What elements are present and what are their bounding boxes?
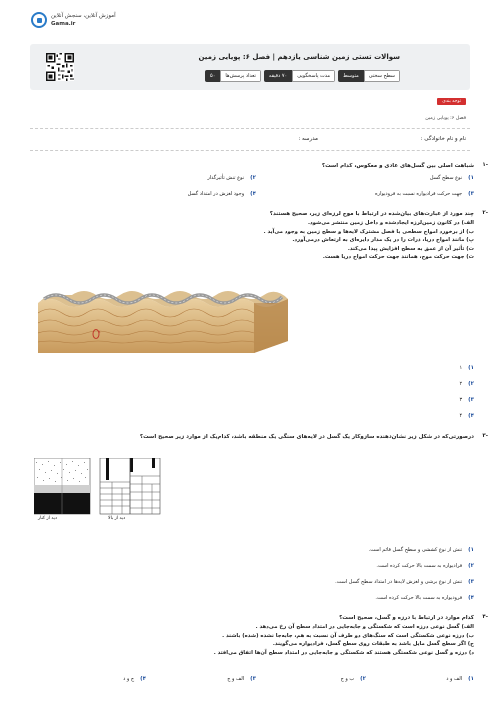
option-text: فرادیواره به سمت بالا حرکت کرده است. xyxy=(376,563,463,569)
student-name-label: نام و نام خانوادگی : xyxy=(420,136,466,142)
chip-label: سطح سختی xyxy=(364,70,400,82)
option-text: ج و د xyxy=(123,676,135,682)
question-text: شباهت اصلی بین گسل‌های عادی و معکوس، کدام است؟ xyxy=(321,163,474,169)
chip-question-count xyxy=(205,70,261,82)
chip-label: مدت پاسخگویی xyxy=(292,70,335,82)
gama-logo-icon xyxy=(31,12,47,28)
chip-value: ۷۰ دقیقه xyxy=(264,70,292,82)
option-number: ۲) xyxy=(468,381,474,387)
option-text: تنش از نوع کششی و سطح گسل قائم است. xyxy=(368,547,463,553)
chip-value: ۵۰ xyxy=(205,70,220,82)
divider xyxy=(30,128,470,129)
option-text: ۱ xyxy=(459,365,463,371)
option-text: جهت حرکت فرادیواره نسبت به فرودیواره xyxy=(375,191,463,197)
option-number: ۳) xyxy=(468,397,474,403)
question-number: -۴ xyxy=(482,614,488,620)
question-number: -۲ xyxy=(482,210,488,216)
option[interactable] xyxy=(123,676,146,682)
statement: ب) از برخورد امواج سطحی با فصل مشترک لایه‌ها و سطح زمین به وجود می‌آید . xyxy=(263,228,474,235)
statement: د) درزه و گسل نوعی شکستگی هستند که شکستگی و جابه‌جایی در امتداد سطح آن‌ها اتفاق می‌افتد . xyxy=(213,649,474,656)
option-number: ۴) xyxy=(468,413,474,419)
option-text: نوع تنش تأثیرگذار xyxy=(207,175,245,181)
question-number: -۱ xyxy=(482,162,488,168)
option[interactable] xyxy=(430,175,474,181)
brand-site: Gama.ir xyxy=(51,21,76,27)
option-text: ب و ج xyxy=(340,676,355,682)
option[interactable] xyxy=(375,191,474,197)
option[interactable] xyxy=(375,595,474,601)
option-text: ۴ xyxy=(459,413,463,419)
question-text: چند مورد از عبارت‌های بیان‌شده در ارتباط با موج لرزه‌ای زیر، صحیح هستند؟ xyxy=(269,211,474,217)
option-number: ۳) xyxy=(250,676,256,682)
statement: ب) درزه نوعی شکستگی است که سنگ‌های دو طرف آن نسبت به هم، جابه‌جا نشده (شده) باشند . xyxy=(222,632,474,639)
option[interactable] xyxy=(459,381,474,387)
statement: ت) تأثیر آن از عمق به سطح افزایش پیدا می‌کند. xyxy=(347,245,474,252)
header-box xyxy=(30,44,470,90)
question-text: درصورتی‌که در شکل زیر نشان‌دهنده سازوکار یک گسل در لایه‌های سنگی یک منطقه باشد، کدام‌یک از موارد زیر صحیح است؟ xyxy=(139,434,474,440)
option-number: ۴) xyxy=(468,595,474,601)
option-text: الف و د xyxy=(446,676,463,682)
chip-value: متوسط xyxy=(338,70,364,82)
notice-tag: توجه بندی xyxy=(437,98,466,105)
option[interactable] xyxy=(227,676,256,682)
option[interactable] xyxy=(188,191,256,197)
option[interactable] xyxy=(446,676,474,682)
qr-code-icon xyxy=(46,53,74,81)
question-3 xyxy=(24,433,488,442)
caption-side-view: دید از کنار xyxy=(38,516,57,521)
chip-difficulty xyxy=(338,70,400,82)
caption-top-view: دید از بالا xyxy=(108,516,126,521)
school-label: مدرسه : xyxy=(298,136,318,142)
option-number: ۱) xyxy=(468,175,474,181)
option[interactable] xyxy=(459,397,474,403)
brand-name: آموزش آنلاین، سنجش آنلاین xyxy=(51,13,116,19)
info-chips xyxy=(205,70,400,82)
statement: الف) در کانون زمین‌لرزه ایجادشده و داخل زمین منتشر می‌شود. xyxy=(307,220,474,226)
brand xyxy=(31,12,116,28)
option-number: ۳) xyxy=(468,191,474,197)
option[interactable] xyxy=(376,563,474,569)
option-text: تنش از نوع برشی و لغزش لایه‌ها در امتداد سطح گسل است. xyxy=(335,579,463,585)
option-number: ۲) xyxy=(360,676,366,682)
option-text: الف و ج xyxy=(227,676,245,682)
statement: ج) اگر سطح گسل مایل باشد به طبقات روی سطح گسل، فرادیواره می‌گویند. xyxy=(272,641,474,648)
question-4 xyxy=(24,614,488,657)
page-title: سوالات تستی زمین شناسی یازدهم | فصل ۶: پویایی زمین xyxy=(198,53,400,61)
option-number: ۱) xyxy=(468,676,474,682)
option-text: فرودیواره به سمت بالا حرکت کرده است. xyxy=(375,595,463,601)
divider xyxy=(30,150,470,151)
statement: الف) گسل نوعی درزه است که شکستگی و جابه‌جایی در امتداد سطح آن رخ می‌دهد . xyxy=(255,624,474,630)
option[interactable] xyxy=(459,413,474,419)
question-text: کدام موارد در ارتباط با درزه و گسل، صحیح است؟ xyxy=(339,615,474,621)
option-text: وجود لغزش در امتداد گسل xyxy=(187,191,245,197)
option[interactable] xyxy=(335,579,474,585)
question-2 xyxy=(24,210,488,262)
option-number: ۴) xyxy=(250,191,256,197)
option[interactable] xyxy=(341,676,366,682)
chip-label: تعداد پرسش‌ها xyxy=(220,70,261,82)
statement: پ) مانند امواج دریا، ذرات را در یک مدار دایره‌ای به ارتعاش درمی‌آورد. xyxy=(292,237,474,244)
chip-duration xyxy=(264,70,335,82)
question-1 xyxy=(24,162,488,171)
option-text: ۲ xyxy=(459,381,463,387)
surface-wave-illustration xyxy=(38,281,288,353)
option-number: ۳) xyxy=(468,579,474,585)
option-number: ۲) xyxy=(468,563,474,569)
option[interactable] xyxy=(459,365,474,371)
option-number: ۲) xyxy=(250,175,256,181)
option-text: نوع سطح گسل xyxy=(429,175,463,181)
question-number: -۳ xyxy=(482,433,488,439)
statement: ث) جهت حرکت موج، همانند جهت حرکت امواج دریا هست. xyxy=(322,254,474,261)
option-text: ۳ xyxy=(459,397,463,403)
option-number: ۱) xyxy=(468,365,474,371)
option[interactable] xyxy=(207,175,256,181)
option-number: ۱) xyxy=(468,547,474,553)
notice-text: فصل ۶: پویایی زمین xyxy=(425,116,466,121)
option[interactable] xyxy=(369,547,474,553)
option-number: ۴) xyxy=(140,676,146,682)
